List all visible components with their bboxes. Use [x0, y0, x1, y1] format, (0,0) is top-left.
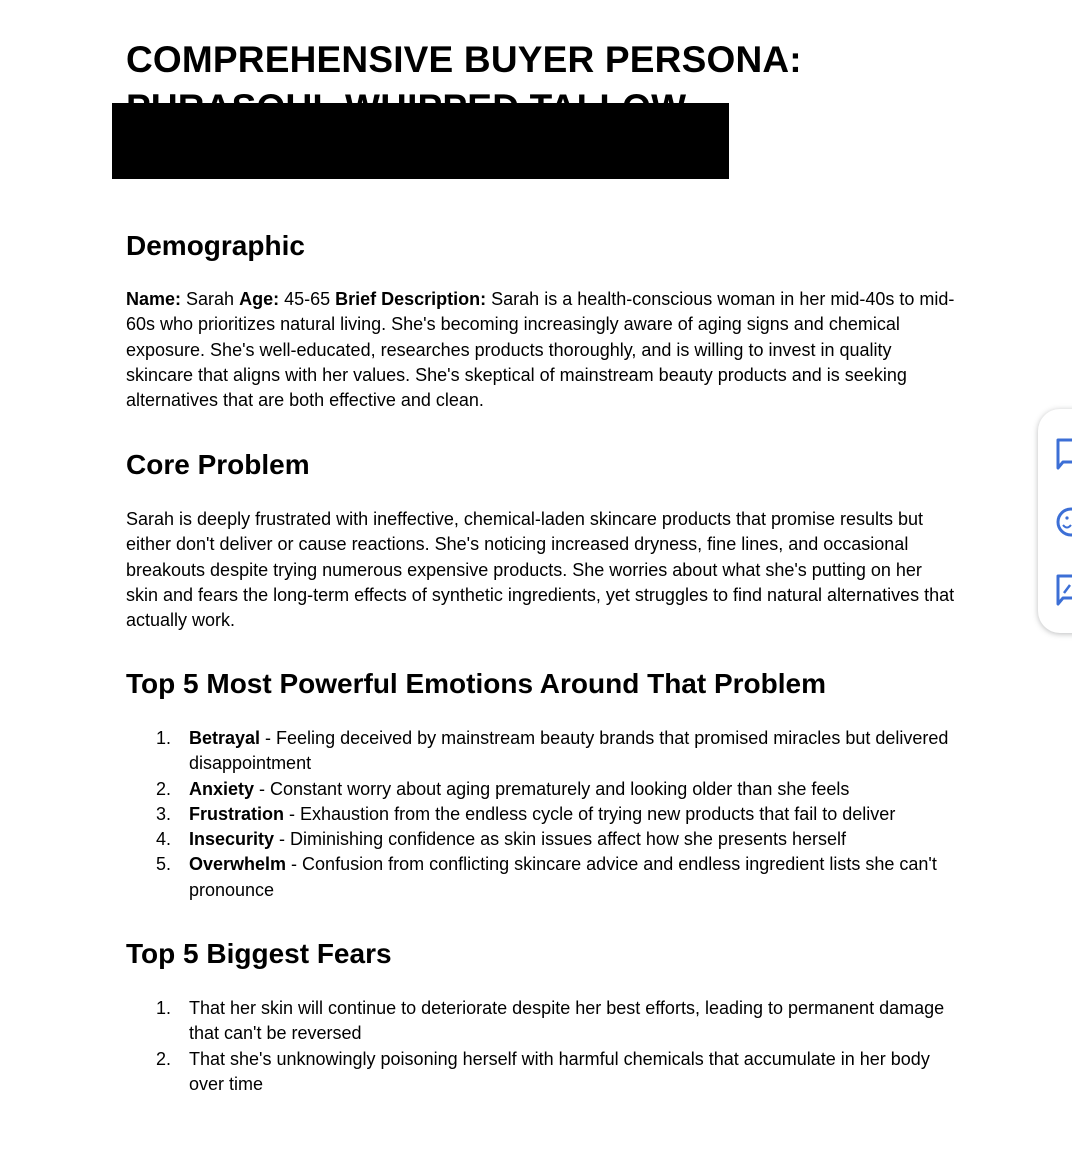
redaction-bar — [112, 103, 729, 179]
demographic-heading: Demographic — [126, 230, 305, 261]
description-label: Brief Description: — [335, 289, 487, 309]
list-item — [126, 777, 956, 802]
emotion-text: - Confusion from conflicting skincare advice and endless ingredient lists she can't pronounce — [189, 854, 937, 900]
fear-text: That her skin will continue to deteriorate despite her best efforts, leading to permanent damage that can't be reversed — [189, 998, 945, 1044]
emotion-text: - Exhaustion from the endless cycle of trying new products that fail to deliver — [284, 803, 896, 824]
list-number: 1. — [156, 998, 172, 1018]
core-problem-paragraph: Sarah is deeply frustrated with ineffective, chemical-laden skincare products that promise results but either don't deliver or cause reactions. She's noticing increased dryness, fine lines, and occasional breakouts despite trying numerous expensive products. She worries about what she's putting on her skin and fears the long-term effects of synthetic ingredients, yet struggles to find natural alternatives that actually work. — [126, 509, 955, 631]
name-label: Name: — [126, 289, 182, 309]
side-action-panel — [1038, 409, 1072, 633]
demographic-paragraph — [126, 287, 956, 413]
age-label: Age: — [239, 289, 280, 309]
emotion-text: - Diminishing confidence as skin issues affect how she presents herself — [274, 829, 846, 850]
list-number: 3. — [156, 803, 172, 824]
fears-list — [126, 996, 956, 1097]
emotion-text: - Constant worry about aging prematurely and looking older than she feels — [254, 778, 850, 799]
add-comment-icon[interactable] — [1054, 437, 1072, 471]
list-number: 2. — [156, 1048, 172, 1069]
emoji-reaction-icon[interactable] — [1054, 505, 1072, 539]
list-item — [126, 726, 956, 777]
list-item — [126, 802, 956, 827]
list-item — [126, 852, 956, 903]
list-number: 1. — [156, 728, 172, 748]
emotion-text: - Feeling deceived by mainstream beauty brands that promised miracles but delivered disappointment — [189, 728, 949, 774]
emotions-heading: Top 5 Most Powerful Emotions Around That Problem — [126, 668, 826, 699]
list-item — [126, 1047, 956, 1098]
age-value: 45-65 — [279, 289, 336, 309]
list-number: 4. — [156, 829, 172, 850]
emotion-term: Insecurity — [189, 829, 275, 850]
fear-text: That she's unknowingly poisoning herself with harmful chemicals that accumulate in her body over time — [189, 1048, 930, 1094]
list-item — [126, 996, 956, 1047]
emotion-term: Anxiety — [189, 778, 255, 799]
list-number: 2. — [156, 778, 172, 799]
title-line-1: COMPREHENSIVE BUYER PERSONA: — [126, 39, 802, 80]
emotion-term: Frustration — [189, 803, 285, 824]
suggest-edit-icon[interactable] — [1054, 573, 1072, 607]
emotion-term: Betrayal — [189, 728, 261, 748]
description-value: Sarah is a health-conscious woman in her mid-40s to mid-60s who prioritizes natural living. She's becoming increasingly aware of aging signs and chemical exposure. She's well-educated, researches products thoroughly, and is willing to invest in quality skincare that aligns with her values. She's skeptical of mainstream beauty products and is seeking alternatives that are both effective and clean. — [126, 289, 955, 411]
list-item — [126, 827, 956, 852]
fears-heading: Top 5 Biggest Fears — [126, 938, 392, 969]
name-value: Sarah — [181, 289, 240, 309]
core-problem-heading: Core Problem — [126, 449, 310, 480]
emotions-list — [126, 726, 956, 903]
list-number: 5. — [156, 854, 172, 875]
emotion-term: Overwhelm — [189, 854, 287, 875]
